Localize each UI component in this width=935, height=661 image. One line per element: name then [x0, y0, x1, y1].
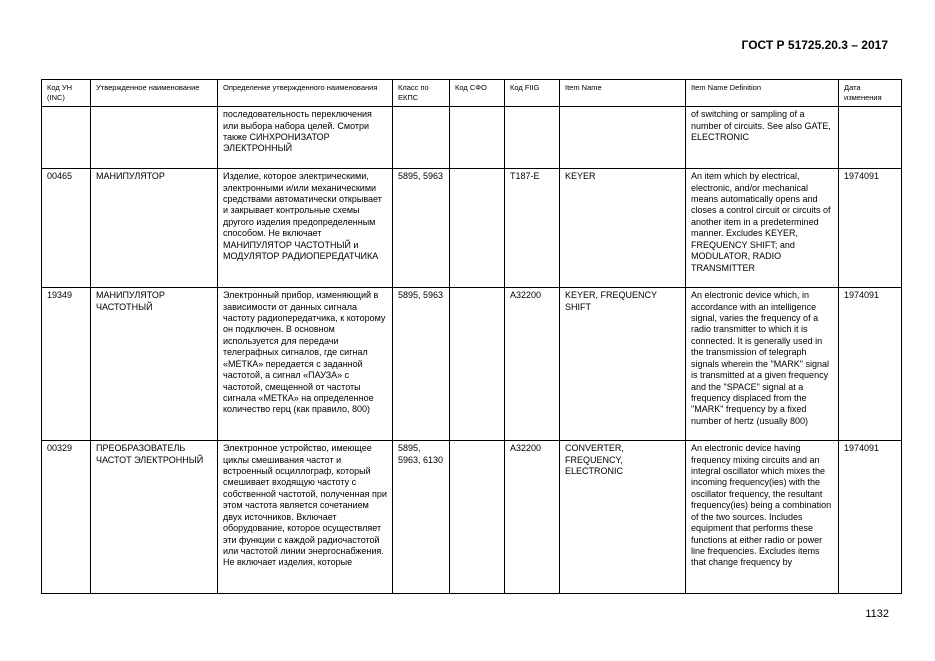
cell-sfo: [450, 441, 505, 594]
cell-item-name: KEYER, FREQUENCY SHIFT: [560, 288, 686, 441]
cell-sfo: [450, 107, 505, 169]
cell-definition-ru: Изделие, которое электрическими, электронными и/или механическими средствами автоматически открывает и закрывает контрольные схемы другого изделия предопределенным способом. Не включает МАНИПУЛЯТОР ЧАСТОТНЫЙ и МОДУЛЯТОР РАДИОПЕРЕДАТЧИКА: [218, 169, 393, 288]
cell-item-name: [560, 441, 686, 594]
cell-fiig: T187-E: [505, 169, 560, 288]
cell-sfo: [450, 288, 505, 441]
cell-name-ru: МАНИПУЛЯТОР ЧАСТОТНЫЙ: [91, 288, 218, 441]
cell-name-ru: [91, 441, 218, 594]
cell-class: [393, 441, 450, 594]
cell-name-ru: [91, 107, 218, 169]
cell-inc: [42, 441, 91, 594]
cell-text: A32200: [510, 443, 542, 454]
table-row: [42, 288, 902, 441]
col-header-fiig: Код FIIG: [505, 80, 560, 107]
table-header-row: [42, 80, 902, 107]
cell-fiig: [505, 441, 560, 594]
col-header-approved-name: Утвержденное наименование: [91, 80, 218, 107]
cell-definition-ru: последовательность переключения или выбора набора целей. Смотри также СИНХРОНИЗАТОР ЭЛЕКТРОННЫЙ: [218, 107, 393, 169]
cell-class: [393, 107, 450, 169]
col-header-date: Дата изменения: [839, 80, 902, 107]
cell-class: 5895, 5963: [393, 169, 450, 288]
cell-text: [455, 443, 499, 591]
cell-fiig: A32200: [505, 288, 560, 441]
cell-definition-ru: [218, 441, 393, 594]
cell-inc: [42, 107, 91, 169]
cell-item-name: KEYER: [560, 169, 686, 288]
cell-text: ПРЕОБРАЗОВАТЕЛЬ ЧАСТОТ ЭЛЕКТРОННЫЙ: [96, 443, 204, 465]
col-header-definition-ru: Определение утвержденного наименования: [218, 80, 393, 107]
cell-text: 1974091: [844, 443, 880, 454]
table-row: [42, 169, 902, 288]
cell-text: CONVERTER, FREQUENCY, ELECTRONIC: [565, 443, 624, 477]
cell-text: Электронное устройство, имеющее циклы смешивания частот и встроенный осциллограф, который смешивает входящую частоту с собственной частотой, полученная при этом частота является сочетанием двух источников. Включает оборудование, которое осуществляет эти функции с каждой радиочастотой или частотой линии энергоснабжения. Не включает изделия, которые: [223, 443, 387, 568]
cell-definition-en: of switching or sampling of a number of circuits. See also GATE, ELECTRONIC: [686, 107, 839, 169]
cell-inc: 00465: [42, 169, 91, 288]
col-header-item-name-definition: Item Name Definition: [686, 80, 839, 107]
cell-inc: 19349: [42, 288, 91, 441]
cell-date: 1974091: [839, 169, 902, 288]
page-number: 1132: [865, 608, 889, 620]
cell-item-name: [560, 107, 686, 169]
col-header-sfo: Код СФО: [450, 80, 505, 107]
cell-class: 5895, 5963: [393, 288, 450, 441]
cell-date: [839, 107, 902, 169]
cell-fiig: [505, 107, 560, 169]
item-name-table: [41, 79, 902, 594]
cell-text: An electronic device having frequency mixing circuits and an integral oscillator which mixes the incoming frequency(ies) with the oscillator frequency, the resultant frequency(ies) being a combination of the two sources. Includes equipment that performs these functions at either radio or power line frequencies. Excludes items that change frequency by: [691, 443, 832, 568]
cell-date: 1974091: [839, 288, 902, 441]
col-header-item-name: Item Name: [560, 80, 686, 107]
cell-definition-ru: Электронный прибор, изменяющий в зависимости от данных сигнала частоту радиопередатчика, к которому он подключен. В основном используется для передачи телеграфных сигналов, где сигнал «МЕТКА» передается с заданной частотой, а сигнал «ПАУЗА» с частотой, смещенной от частоты сигнала «МЕТКА» на определенное количество герц (как правило, 800): [218, 288, 393, 441]
col-header-inc: Код УН (INC): [42, 80, 91, 107]
cell-definition-en: An item which by electrical, electronic, and/or mechanical means automatically opens and closes a control circuit or circuits of another item in a predetermined manner. Excludes KEYER, FREQUENCY SHIFT; and MODULATOR, RADIO TRANSMITTER: [686, 169, 839, 288]
cell-name-ru: МАНИПУЛЯТОР: [91, 169, 218, 288]
cell-date: [839, 441, 902, 594]
document-code: ГОСТ Р 51725.20.3 – 2017: [741, 38, 888, 52]
cell-definition-en: An electronic device which, in accordance with an intelligence signal, varies the frequency of a radio transmitter to which it is connected. It is generally used in the transmission of telegraph signals wherein the "MARK" signal is transmitted at a given frequency and the "SPACE" signal at a frequency displaced from the "MARK" frequency by a fixed number of hertz (usually 800): [686, 288, 839, 441]
cell-text: 00329: [47, 443, 73, 454]
cell-text: 5895, 5963, 6130: [398, 443, 444, 465]
cell-sfo: [450, 169, 505, 288]
table-row: [42, 107, 902, 169]
col-header-class: Класс по ЕКПС: [393, 80, 450, 107]
cell-definition-en: [686, 441, 839, 594]
table-row: [42, 441, 902, 594]
